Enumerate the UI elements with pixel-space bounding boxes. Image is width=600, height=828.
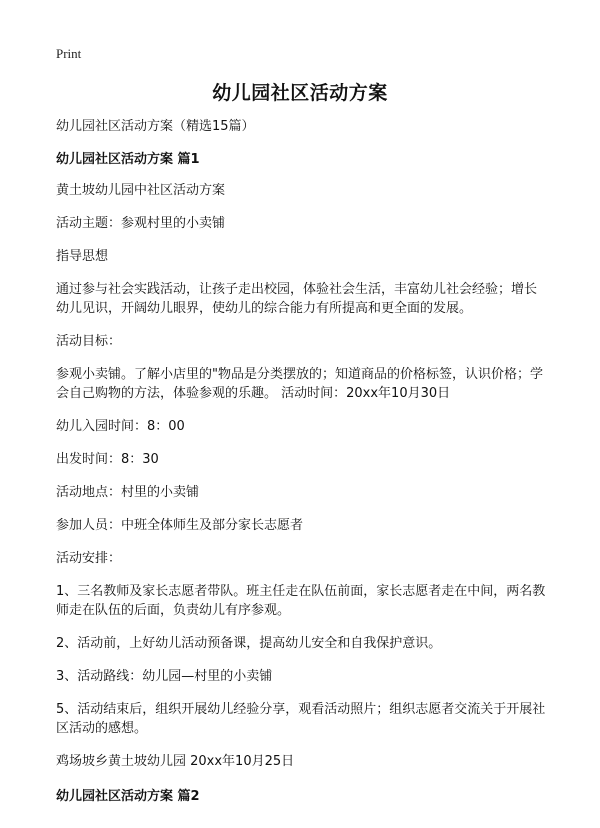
activity-theme: 活动主题：参观村里的小卖铺 [56,216,226,231]
arrangement-step-1: 1、三名教师及家长志愿者带队。班主任走在队伍前面，家长志愿者走在中间，两名教师走在队伍的后面，负责幼儿有序参观。 [56,584,546,618]
arrangement-label: 活动安排： [56,551,122,566]
participants: 参加人员：中班全体师生及部分家长志愿者 [56,518,304,533]
guiding-label: 指导思想 [56,249,109,264]
document-subtitle: 幼儿园社区活动方案（精选15篇） [56,119,255,134]
departure-time: 出发时间：8：30 [56,452,159,467]
section-heading-2: 幼儿园社区活动方案 篇2 [56,789,200,804]
page-title: 幼儿园社区活动方案 [212,82,388,104]
arrival-time: 幼儿入园时间：8：00 [56,419,185,434]
activity-location: 活动地点：村里的小卖铺 [56,485,200,500]
guiding-text: 通过参与社会实践活动，让孩子走出校园，体验社会生活，丰富幼儿社会经验；增长幼儿见识，开阔幼儿眼界，使幼儿的综合能力有所提高和更全面的发展。 [56,282,538,316]
article-body [56,117,548,818]
arrangement-step-5: 5、活动结束后，组织开展幼儿经验分享，观看活动照片；组织志愿者交流关于开展社区活动的感想。 [56,702,546,736]
signature-line: 鸡场坡乡黄土坡幼儿园 20xx年10月25日 [56,754,295,769]
print-link[interactable]: Print [56,46,82,61]
goal-label: 活动目标： [56,334,122,349]
arrangement-step-3: 3、活动路线：幼儿园—村里的小卖铺 [56,669,273,684]
kindergarten-line: 黄土坡幼儿园中社区活动方案 [56,183,226,198]
arrangement-step-2: 2、活动前，上好幼儿活动预备课，提高幼儿安全和自我保护意识。 [56,636,442,651]
section-heading-1: 幼儿园社区活动方案 篇1 [56,152,200,167]
goal-text: 参观小卖铺。了解小店里的"物品是分类摆放的；知道商品的价格标签，认识价格；学会自己购物的方法，体验参观的乐趣。 活动时间：20xx年10月30日 [56,367,543,401]
